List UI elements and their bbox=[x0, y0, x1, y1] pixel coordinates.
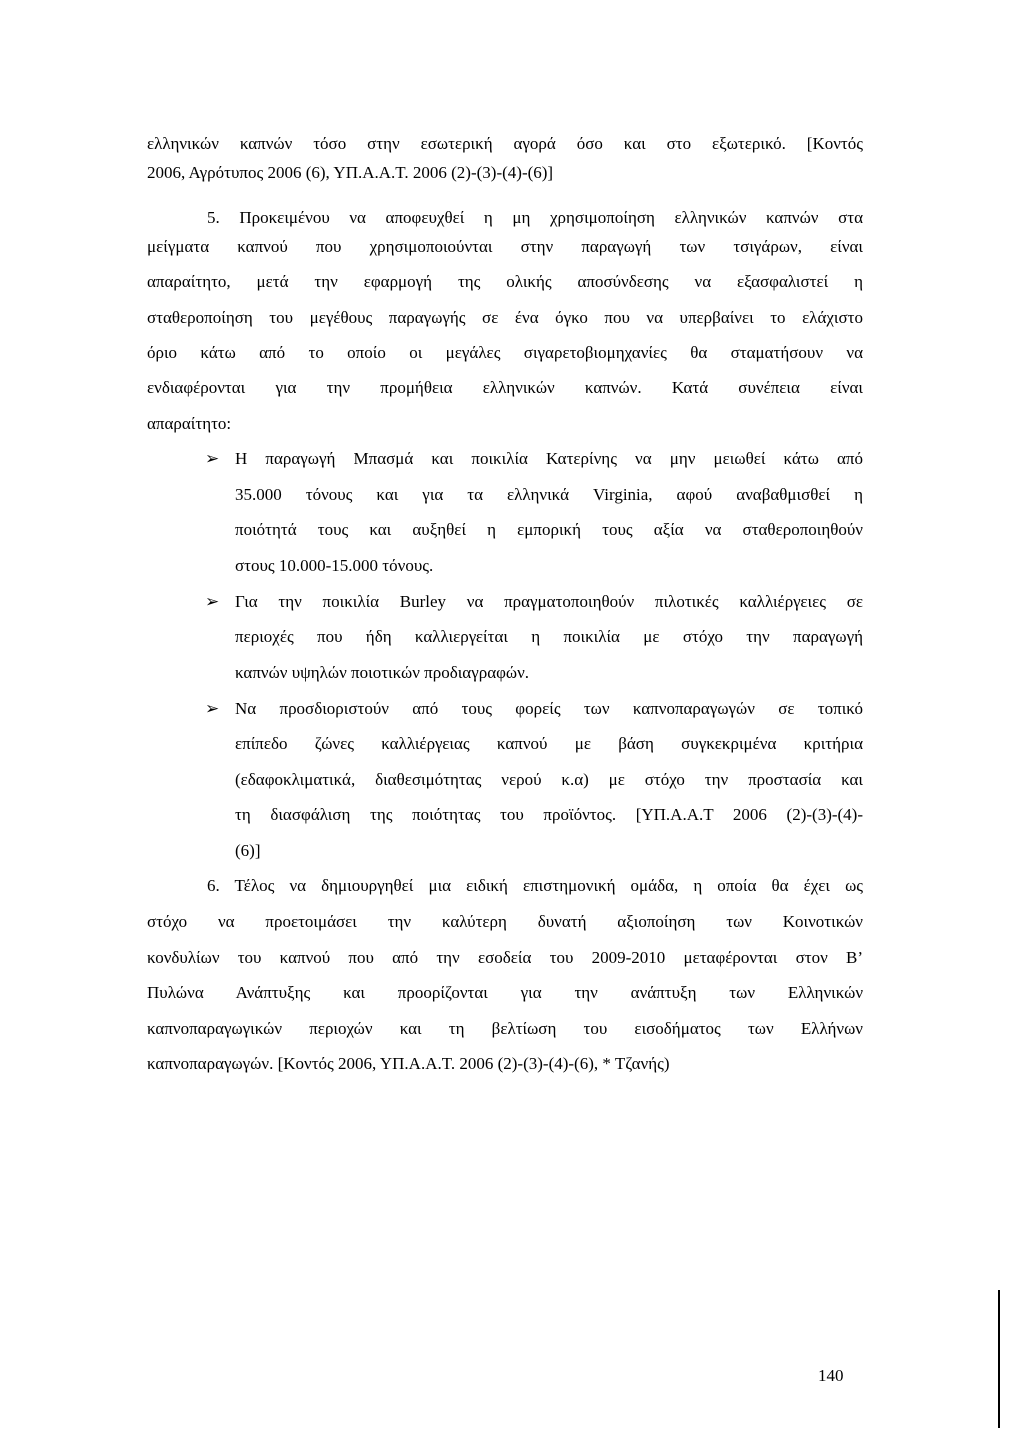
bullet-arrow-icon: ➢ bbox=[205, 699, 220, 719]
bullet-line: τη διασφάλιση της ποιότητας του προϊόντος. [ΥΠ.Α.Α.Τ 2006 (2)-(3)-(4)- bbox=[235, 805, 863, 824]
bullet-line: 35.000 τόνους και για τα ελληνικά Virginia, αφού αναβαθμισθεί η bbox=[235, 485, 863, 504]
text-line: σταθεροποίηση του μεγέθους παραγωγής σε ένα όγκο που να υπερβαίνει το ελάχιστο bbox=[147, 308, 863, 327]
bullet-line: ποιότητά τους και αυξηθεί η εμπορική τους αξία να σταθεροποιηθούν bbox=[235, 520, 863, 539]
bullet-line: επίπεδο ζώνες καλλιέργειας καπνού με βάση συγκεκριμένα κριτήρια bbox=[235, 734, 863, 753]
bullet-line: (6)] bbox=[235, 841, 261, 860]
text-line: ενδιαφέρονται για την προμήθεια ελληνικών καπνών. Κατά συνέπεια είναι bbox=[147, 378, 863, 397]
bullet-arrow-icon: ➢ bbox=[205, 449, 220, 469]
bullet-line: Για την ποικιλία Burley να πραγματοποιηθούν πιλοτικές καλλιέργειες σε bbox=[235, 592, 863, 611]
text-line: στόχο να προετοιμάσει την καλύτερη δυνατή αξιοποίηση των Κοινοτικών bbox=[147, 912, 863, 931]
margin-rule bbox=[998, 1290, 1000, 1428]
text-line: 2006, Αγρότυπος 2006 (6), ΥΠ.Α.Α.Τ. 2006 (2)-(3)-(4)-(6)] bbox=[147, 163, 554, 182]
text-line: καπνοπαραγωγικών περιοχών και τη βελτίωση του εισοδήματος των Ελλήνων bbox=[147, 1019, 863, 1038]
bullet-arrow-icon: ➢ bbox=[205, 592, 220, 612]
page-number: 140 bbox=[818, 1366, 844, 1385]
text-line: 5. Προκειμένου να αποφευχθεί η μη χρησιμοποίηση ελληνικών καπνών στα bbox=[207, 208, 863, 227]
text-line: 6. Τέλος να δημιουργηθεί μια ειδική επιστημονική ομάδα, η οποία θα έχει ως bbox=[207, 876, 863, 895]
bullet-line: Η παραγωγή Μπασμά και ποικιλία Κατερίνης να μην μειωθεί κάτω από bbox=[235, 449, 863, 468]
text-line: μείγματα καπνού που χρησιμοποιούνται στην παραγωγή των τσιγάρων, είναι bbox=[147, 237, 863, 256]
text-line: καπνοπαραγωγών. [Κοντός 2006, ΥΠ.Α.Α.Τ. 2006 (2)-(3)-(4)-(6), * Τζανής) bbox=[147, 1054, 670, 1073]
text-line: απαραίτητο, μετά την εφαρμογή της ολικής αποσύνδεσης να εξασφαλιστεί η bbox=[147, 272, 863, 291]
text-line: κονδυλίων του καπνού που από την εσοδεία του 2009-2010 μεταφέρονται στον Β’ bbox=[147, 948, 863, 967]
bullet-line: στους 10.000-15.000 τόνους. bbox=[235, 556, 434, 575]
text-line: όριο κάτω από το οποίο οι μεγάλες σιγαρετοβιομηχανίες θα σταματήσουν να bbox=[147, 343, 863, 362]
bullet-line: (εδαφοκλιματικά, διαθεσιμότητας νερού κ.α) με στόχο την προστασία και bbox=[235, 770, 863, 789]
bullet-line: καπνών υψηλών ποιοτικών προδιαγραφών. bbox=[235, 663, 530, 682]
bullet-line: Να προσδιοριστούν από τους φορείς των καπνοπαραγωγών σε τοπικό bbox=[235, 699, 863, 718]
text-line: Πυλώνα Ανάπτυξης και προορίζονται για την ανάπτυξη των Ελληνικών bbox=[147, 983, 863, 1002]
text-line: ελληνικών καπνών τόσο στην εσωτερική αγορά όσο και στο εξωτερικό. [Κοντός bbox=[147, 134, 863, 153]
bullet-line: περιοχές που ήδη καλλιεργείται η ποικιλία με στόχο την παραγωγή bbox=[235, 627, 863, 646]
text-line: απαραίτητο: bbox=[147, 414, 232, 433]
